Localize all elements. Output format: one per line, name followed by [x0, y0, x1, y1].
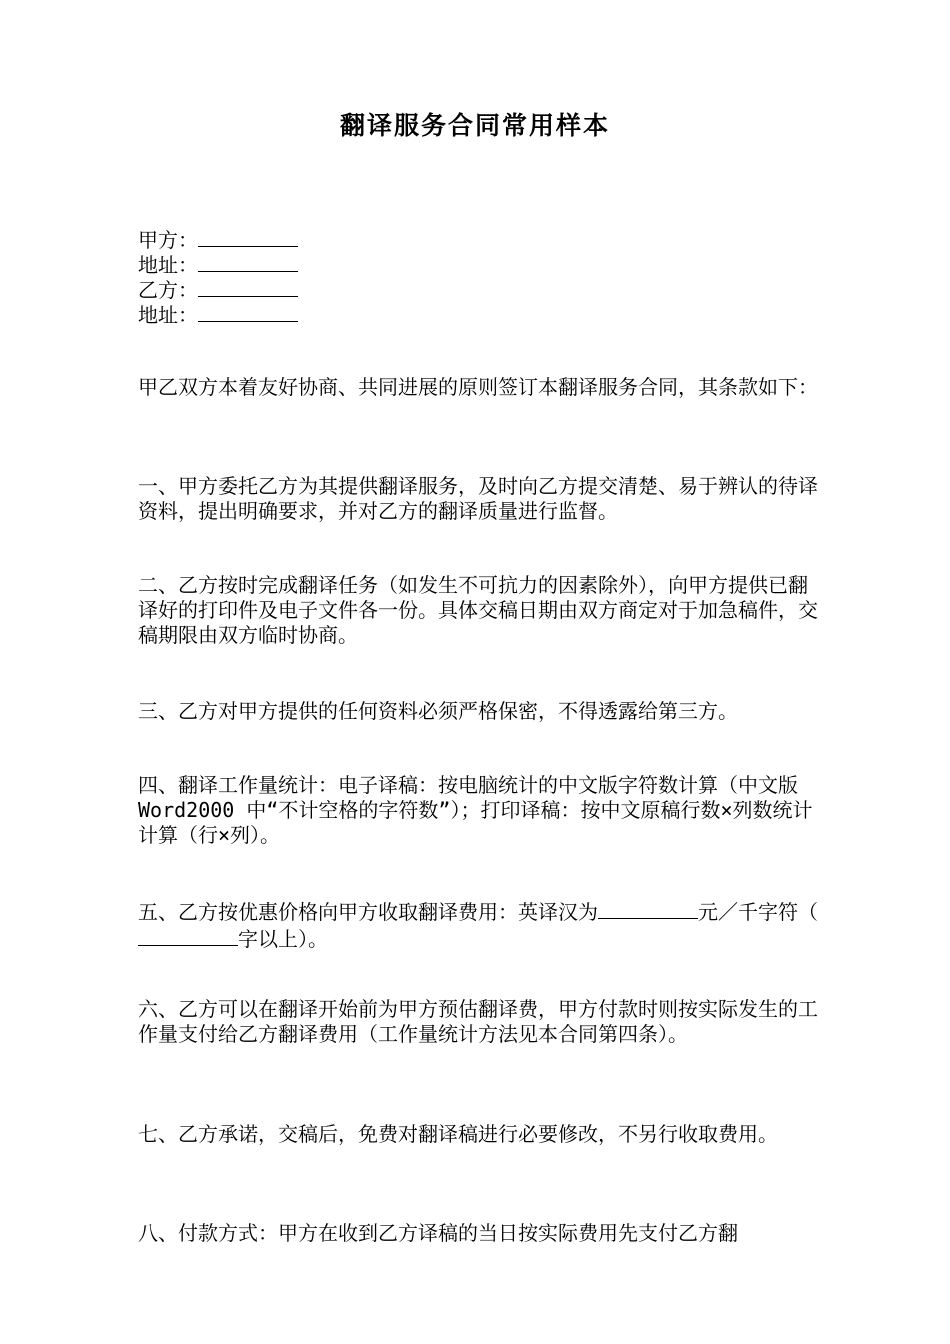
- clause-6: 六、乙方可以在翻译开始前为甲方预估翻译费，甲方付款时则按实际发生的工作量支付给乙方翻译费用（工作量统计方法见本合同第四条）。: [138, 997, 818, 1046]
- clause-4: 四、翻译工作量统计：电子译稿：按电脑统计的中文版字符数计算（中文版 Word2000 中“不计空格的字符数”）；打印译稿：按中文原稿行数×列数统计计算（行×列）。: [138, 773, 813, 847]
- clause-7: 七、乙方承诺，交稿后，免费对翻译稿进行必要修改，不另行收取费用。: [138, 1122, 778, 1146]
- clause-8: 八、付款方式：甲方在收到乙方译稿的当日按实际费用先支付乙方翻: [138, 1221, 738, 1245]
- clause-5-middle: 元／千字符（: [698, 900, 818, 924]
- intro-paragraph: 甲乙双方本着友好协商、共同进展的原则签订本翻译服务合同，其条款如下：: [138, 375, 818, 399]
- party-b-blank: [198, 276, 298, 297]
- min-chars-blank: [138, 925, 238, 946]
- party-block: [138, 226, 818, 326]
- clause-3: 三、乙方对甲方提供的任何资料必须严格保密，不得透露给第三方。: [138, 699, 738, 723]
- party-a-address-line: [138, 251, 818, 276]
- clause-5-suffix: 字以上）。: [238, 927, 328, 951]
- party-b-label: 乙方：: [138, 278, 198, 302]
- party-a-blank: [198, 226, 298, 247]
- party-a-line: [138, 226, 818, 251]
- party-b-address-line: [138, 301, 818, 326]
- fee-rate-blank: [598, 898, 698, 919]
- party-a-address-blank: [198, 251, 298, 272]
- clause-5: [138, 898, 818, 952]
- clause-5-prefix: 五、乙方按优惠价格向甲方收取翻译费用：英译汉为: [138, 900, 598, 924]
- party-b-address-label: 地址：: [138, 303, 198, 327]
- party-a-address-label: 地址：: [138, 253, 198, 277]
- party-a-label: 甲方：: [138, 228, 198, 252]
- clause-1: 一、甲方委托乙方为其提供翻译服务，及时向乙方提交清楚、易于辨认的待译资料，提出明确要求，并对乙方的翻译质量进行监督。: [138, 474, 818, 523]
- clause-2: 二、乙方按时完成翻译任务（如发生不可抗力的因素除外），向甲方提供已翻译好的打印件及电子文件各一份。具体交稿日期由双方商定对于加急稿件，交稿期限由双方临时协商。: [138, 573, 818, 647]
- party-b-line: [138, 276, 818, 301]
- document-title: 翻译服务合同常用样本: [339, 111, 610, 140]
- party-b-address-blank: [198, 301, 298, 322]
